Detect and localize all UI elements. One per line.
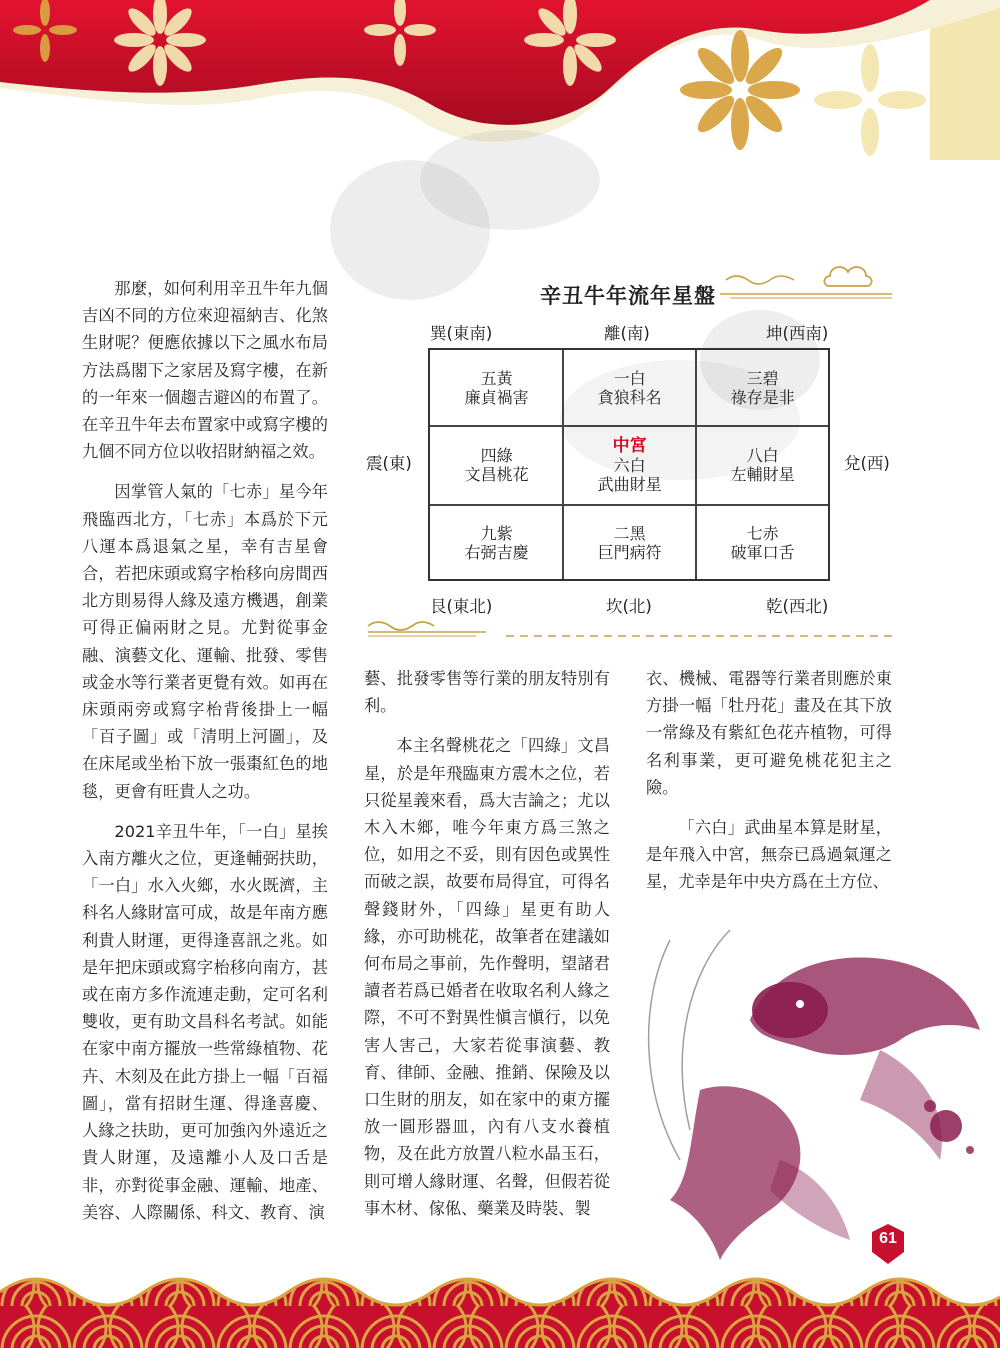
cell-star: 四綠: [480, 446, 513, 466]
chart-cell: [430, 505, 563, 581]
direction-label: 震(東): [366, 454, 412, 473]
paragraph: 那麼，如何利用辛丑牛年九個吉凶不同的方位來迎福納吉、化煞生財呢？便應依據以下之風水布局方法爲閣下之家居及寫字樓，在新的一年來一個趨吉避凶的布置了。在辛丑牛年去布置家中或寫字樓的九個不同方位以收招財納福之效。: [82, 279, 328, 462]
cell-meaning: 貪狼科名: [597, 388, 662, 408]
cell-meaning: 祿存是非: [730, 388, 795, 408]
cell-meaning: 巨門病符: [597, 543, 662, 563]
goldfish-ink-painting: [630, 900, 1000, 1260]
cell-star: 二黑: [613, 524, 646, 544]
direction-label: 兌(西): [844, 454, 890, 473]
cell-star: 一白: [613, 369, 646, 389]
cell-meaning: 廉貞禍害: [464, 388, 529, 408]
direction-label: 巽(東南): [430, 324, 493, 343]
chart-cell: [696, 427, 829, 503]
cell-star: 六白: [613, 455, 646, 475]
cell-star: 三碧: [746, 369, 779, 389]
paragraph: 2021辛丑牛年，「一白」星挨入南方離火之位，更逢輔弼扶助，「一白」水入火鄉，水火既濟，主科名人緣財富可成，故是年南方應利貴人財運，更得逢喜訊之兆。如是年把床頭或寫字枱移向南方，甚或在南方多作流連走動，定可名利雙收，更有助文昌科名考試。如能在家中南方擺放一些常綠植物、花卉、木刻及在此方掛上一幅「百福圖」，當有招財生運、得逢喜慶、人緣之扶助，更可加強內外遠近之貴人財運，及遠離小人及口舌是非，亦對從事金融、運輸、地產、美容、人際關係、科文、教育、演: [82, 821, 328, 1222]
cell-meaning: 文昌桃花: [464, 465, 529, 485]
center-palace-label: 中宮: [612, 435, 647, 456]
star-chart-grid: [428, 348, 830, 581]
article-middle-column: [364, 665, 610, 1235]
cell-star: 七赤: [746, 524, 779, 544]
chart-title: 辛丑牛年流年星盤: [540, 283, 716, 308]
paragraph: 衣、機械、電器等行業者則應於東方掛一幅「牡丹花」畫及在其下放一常綠及有紫紅色花卉植物，可得名利事業，更可避免桃花犯主之險。: [646, 669, 892, 797]
direction-label: 離(南): [604, 324, 650, 343]
chart-cell: [696, 350, 829, 426]
cell-star: 五黃: [480, 369, 513, 389]
chart-cell: [696, 505, 829, 581]
direction-label: 坤(西南): [766, 324, 829, 343]
cell-meaning: 武曲財星: [597, 474, 662, 494]
cell-meaning: 右弼吉慶: [464, 543, 529, 563]
direction-label: 坎(北): [606, 597, 652, 616]
paragraph: 藝、批發零售等行業的朋友特別有利。: [364, 669, 610, 716]
chart-cell-center: [563, 427, 696, 503]
direction-label: 艮(東北): [430, 597, 493, 616]
paragraph: 本主名聲桃花之「四綠」文昌星，於是年飛臨東方震木之位，若只從星義來看，爲大吉論之；尤以木入木鄉，唯今年東方爲三煞之位，如用之不妥，則有因色或異性而破之誤，故要布局得宜，可得名聲錢財外，「四綠」星更有助人緣，亦可助桃花，故筆者在建議如何布局之事前，先作聲明，望諸君讀者若爲已婚者在收取名利人緣之際，不可不對異性愼言愼行，以免害人害己，大家若從事演藝、教育、律師、金融、推銷、保險及以口生財的朋友，如在家中的東方擺放一圓形器皿，內有八支水養植物，及在此方放置八粒水晶玉石，則可增人緣財運、名聲，但假若從事木材、傢俬、藥業及時裝、製: [364, 736, 610, 1218]
cell-meaning: 左輔財星: [730, 465, 795, 485]
direction-label: 乾(西北): [766, 597, 829, 616]
chart-cell: [430, 427, 563, 503]
cell-meaning: 破軍口舌: [730, 543, 795, 563]
chart-cell: [563, 350, 696, 426]
bottom-wave-border: [0, 1262, 1000, 1348]
paragraph: 「六白」武曲星本算是財星，是年飛入中宮，無奈已爲過氣運之星，尤幸是年中央方爲在土方位、: [646, 818, 892, 892]
chart-cell: [563, 505, 696, 581]
cell-star: 九紫: [480, 524, 513, 544]
paragraph: 因掌管人氣的「七赤」星今年飛臨西北方，「七赤」本爲於下元八運本爲退氣之星，幸有吉星會合，若把床頭或寫字枱移向房間西北方則易得人緣及遠方機遇，創業可得正偏兩財之見。尤對從事金融、演藝文化、運輸、批發、零售或金水等行業者更覺有效。如再在床頭兩旁或寫字枱背後掛上一幅「百子圖」或「清明上河圖」，及在床尾或坐枱下放一張棗紅色的地毯，更會有旺貴人之功。: [82, 482, 328, 801]
article-left-column: [82, 275, 328, 1239]
page-number: 61: [879, 1230, 897, 1247]
separator-decoration: [366, 620, 894, 640]
cell-star: 八白: [746, 446, 779, 466]
chart-cell: [430, 350, 563, 426]
article-right-column: [646, 665, 892, 909]
